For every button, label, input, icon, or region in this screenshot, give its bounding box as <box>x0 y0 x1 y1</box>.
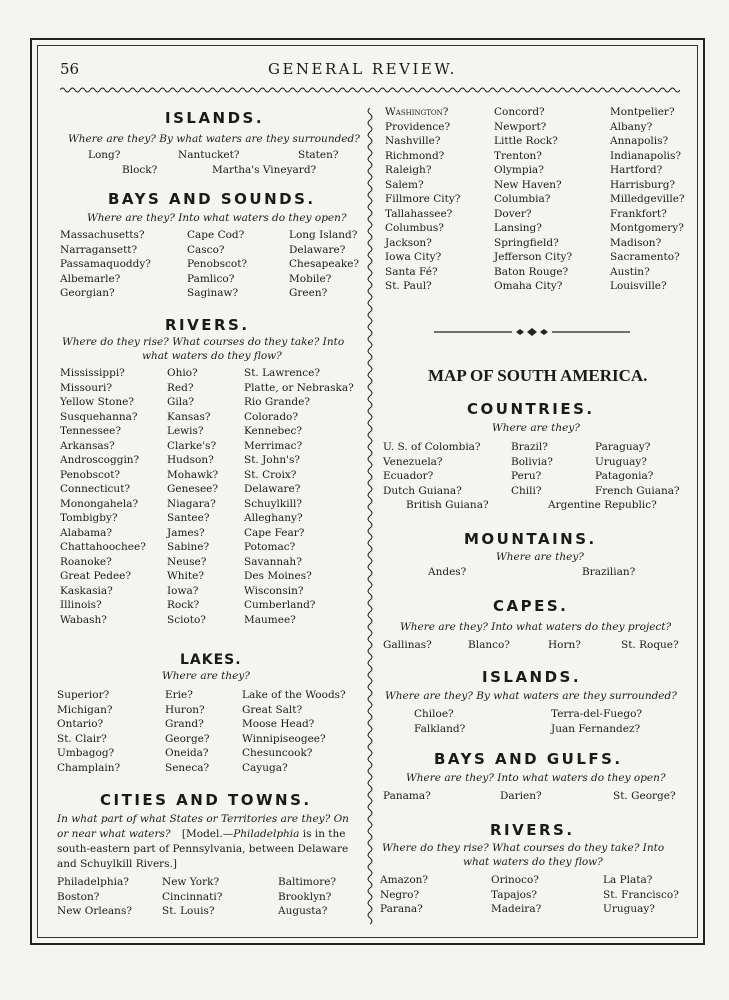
lakes-question: Where are they? <box>162 670 250 682</box>
list-item: Rio Grande? <box>244 396 310 408</box>
list-item: Neuse? <box>167 555 207 568</box>
list-item: Huron? <box>165 703 205 716</box>
list-item: Superior? <box>57 689 110 701</box>
list-item: Blanco? <box>468 639 510 651</box>
list-item: Alabama? <box>60 526 113 539</box>
list-item: Tennessee? <box>60 425 121 437</box>
list-item: Penobscot? <box>187 258 248 270</box>
list-item: Olympia? <box>494 164 544 176</box>
list-item: Juan Fernandez? <box>551 723 641 735</box>
list-item: Darien? <box>500 790 542 802</box>
list-item: Augusta? <box>278 905 328 917</box>
list-item: Oneida? <box>165 747 209 759</box>
list-item: Cape Cod? <box>187 229 245 241</box>
list-item: Fillmore City? <box>385 193 461 205</box>
list-item: Panama? <box>383 790 431 802</box>
list-item: New York? <box>162 876 220 888</box>
list-item: James? <box>167 526 205 539</box>
list-item: Ecuador? <box>383 470 434 482</box>
list-item: Merrimac? <box>244 439 303 452</box>
list-item: Albemarle? <box>60 272 121 285</box>
list-item: Louisville? <box>610 280 667 292</box>
list-item: Missouri? <box>60 381 112 394</box>
list-item: Cincinnati? <box>162 890 223 903</box>
list-item: Newport? <box>494 120 547 133</box>
list-item: Hudson? <box>167 454 214 466</box>
list-item: Montpelier? <box>610 106 675 118</box>
list-item: Chiloe? <box>414 708 454 720</box>
bays-sounds-question: Where are they? Into what waters do they open? <box>87 212 347 224</box>
cities-question-line3: south-eastern part of Pennsylvania, between Delaware <box>57 843 349 855</box>
cities-question-line2d: is in the <box>302 828 346 840</box>
list-item: Tombigby? <box>60 512 118 524</box>
list-item: Scioto? <box>167 613 206 626</box>
list-item: Georgian? <box>60 287 115 299</box>
list-item: St. Louis? <box>162 905 215 917</box>
list-item: St. John's? <box>244 454 301 466</box>
bays-sounds-heading: BAYS AND SOUNDS. <box>108 190 316 208</box>
list-item: Mohawk? <box>167 468 219 481</box>
list-item: Colorado? <box>244 410 298 423</box>
list-item: Massachusetts? <box>60 229 145 241</box>
list-item: British Guiana? <box>406 499 489 511</box>
list-item: Dover? <box>494 207 532 220</box>
list-item: Clarke's? <box>167 439 217 452</box>
list-item: Winnipiseogee? <box>242 732 326 745</box>
list-item: Uruguay? <box>595 455 647 468</box>
list-item: Amazon? <box>380 874 429 886</box>
list-item: Mississippi? <box>60 367 125 379</box>
list-item: Roanoke? <box>60 555 112 568</box>
mountains-heading: MOUNTAINS. <box>464 530 597 548</box>
list-item: Gallinas? <box>383 639 432 651</box>
list-item: Ohio? <box>167 367 198 379</box>
list-item: Casco? <box>187 243 225 256</box>
list-item: Brooklyn? <box>278 890 332 903</box>
list-item: Salem? <box>385 178 424 191</box>
map-title: MAP OF SOUTH AMERICA. <box>428 366 648 385</box>
list-item: Frankfort? <box>610 207 667 220</box>
list-item: Richmond? <box>385 149 445 162</box>
list-item: Falkland? <box>414 723 466 735</box>
column-wavy-rule <box>366 108 374 928</box>
list-item: Red? <box>167 381 194 394</box>
list-item: La Plata? <box>603 874 653 886</box>
list-item: Peru? <box>511 470 542 482</box>
list-item: Maumee? <box>244 613 296 626</box>
list-item: Passamaquoddy? <box>60 258 151 270</box>
list-item: Michigan? <box>57 703 113 716</box>
list-item: Madeira? <box>491 903 542 915</box>
list-item: Saginaw? <box>187 287 239 299</box>
list-item: St. Clair? <box>57 732 107 745</box>
list-item: Horn? <box>548 639 581 651</box>
mountains-question: Where are they? <box>496 551 584 563</box>
list-item: Pamlico? <box>187 272 235 285</box>
list-item: Columbia? <box>494 193 551 205</box>
list-item: Annapolis? <box>610 135 669 147</box>
list-item: Omaha City? <box>494 280 563 292</box>
list-item: St. Croix? <box>244 468 297 481</box>
list-item: Connecticut? <box>60 483 131 495</box>
list-item: Negro? <box>380 888 420 901</box>
list-item: Iowa City? <box>385 251 442 263</box>
list-item: Tapajos? <box>491 888 538 901</box>
list-item: Umbagog? <box>57 747 115 759</box>
list-item: Iowa? <box>167 584 199 597</box>
list-item: Illinois? <box>60 599 102 611</box>
cities-heading: CITIES AND TOWNS. <box>100 791 312 809</box>
list-item: Brazilian? <box>582 566 636 578</box>
list-item: Philadelphia? <box>57 876 129 888</box>
bays-gulfs-question: Where are they? Into what waters do they open? <box>406 772 666 784</box>
list-item: Columbus? <box>385 222 444 234</box>
list-item: Androscoggin? <box>60 454 140 466</box>
islands-heading: ISLANDS. <box>165 109 265 127</box>
list-item: Baton Rouge? <box>494 265 569 278</box>
list-item: Cayuga? <box>242 761 288 774</box>
list-item: White? <box>167 570 204 582</box>
list-item: St. Francisco? <box>603 888 679 901</box>
list-item: Montgomery? <box>610 222 684 234</box>
sa-rivers-question-line2: what waters do they flow? <box>463 856 603 868</box>
list-item: Providence? <box>385 120 451 133</box>
list-item: Dutch Guiana? <box>383 484 462 497</box>
list-item: Parana? <box>380 903 423 915</box>
cities-question-line4: and Schuylkill Rivers.] <box>57 858 177 870</box>
cities-question <box>57 812 362 872</box>
list-item: Delaware? <box>244 483 301 495</box>
list-item: Lake of the Woods? <box>242 689 346 701</box>
list-item: Jackson? <box>385 236 432 249</box>
list-item: Long? <box>88 149 121 161</box>
list-item: French Guiana? <box>595 484 680 497</box>
list-item: Chesapeake? <box>289 258 360 270</box>
list-item: Little Rock? <box>494 135 558 147</box>
list-item: St. Paul? <box>385 280 432 292</box>
list-item: Cape Fear? <box>244 526 305 539</box>
list-item: Santee? <box>167 512 210 524</box>
rivers-question-line1: Where do they rise? What courses do they take? Into <box>62 336 345 348</box>
list-item: Lansing? <box>494 222 542 234</box>
list-item: Boston? <box>57 890 100 903</box>
list-item: Sacramento? <box>610 251 680 263</box>
ornamental-rule <box>434 326 630 338</box>
list-item: Milledgeville? <box>610 193 685 205</box>
list-item: Platte, or Nebraska? <box>244 381 354 394</box>
list-item: Niagara? <box>167 497 216 510</box>
islands-question: Where are they? By what waters are they surrounded? <box>68 133 360 145</box>
list-item: Tallahassee? <box>385 207 453 220</box>
list-item: Jefferson City? <box>494 251 573 263</box>
list-item: Erie? <box>165 689 193 701</box>
list-item: Paraguay? <box>595 441 651 453</box>
list-item: Chili? <box>511 484 542 497</box>
list-item: Venezuela? <box>383 455 443 468</box>
list-item: Gila? <box>167 396 194 408</box>
list-item: Arkansas? <box>60 439 115 452</box>
list-item: Moose Head? <box>242 718 315 730</box>
list-item: Argentine Republic? <box>548 499 657 511</box>
sa-rivers-question-line1: Where do they rise? What courses do they take? Into <box>382 842 665 854</box>
list-item: Staten? <box>298 149 339 161</box>
list-item: Cumberland? <box>244 599 316 611</box>
model-city: Philadelphia <box>233 828 300 840</box>
countries-question: Where are they? <box>492 422 580 434</box>
list-item: Sabine? <box>167 541 210 553</box>
rivers-question-line2: what waters do they flow? <box>142 350 282 362</box>
list-item: Santa Fé? <box>385 265 438 278</box>
capes-heading: CAPES. <box>493 597 569 615</box>
rivers-heading: RIVERS. <box>165 316 250 334</box>
list-item: Uruguay? <box>603 903 655 915</box>
list-item: Potomac? <box>244 541 296 553</box>
list-item: Kansas? <box>167 410 211 423</box>
list-item: Andes? <box>428 566 467 578</box>
list-item: Austin? <box>610 265 650 278</box>
list-item: St. Lawrence? <box>244 367 321 379</box>
list-item: Martha's Vineyard? <box>212 164 317 176</box>
list-item: Des Moines? <box>244 570 312 582</box>
list-item: Lewis? <box>167 425 204 437</box>
list-item: Genesee? <box>167 483 219 495</box>
list-item: Schuylkill? <box>244 497 302 510</box>
list-item: Washington? <box>385 106 449 118</box>
sa-islands-question: Where are they? By what waters are they surrounded? <box>385 690 677 702</box>
list-item: Monongahela? <box>60 497 139 510</box>
list-item: New Haven? <box>494 178 562 191</box>
list-item: Chattahoochee? <box>60 541 146 553</box>
list-item: Nashville? <box>385 135 441 147</box>
list-item: Concord? <box>494 106 545 118</box>
list-item: Brazil? <box>511 441 548 453</box>
list-item: Harrisburg? <box>610 178 676 191</box>
list-item: Seneca? <box>165 761 210 774</box>
list-item: Wisconsin? <box>244 584 304 597</box>
list-item: Hartford? <box>610 164 663 176</box>
list-item: Patagonia? <box>595 470 654 482</box>
model-label: [Model.— <box>181 828 234 840</box>
list-item: Albany? <box>610 120 653 133</box>
list-item: Grand? <box>165 718 204 730</box>
list-item: Chesuncook? <box>242 747 313 759</box>
cities-question-line2a: or near what waters? <box>57 828 171 840</box>
bays-gulfs-heading: BAYS AND GULFS. <box>434 750 623 768</box>
list-item: Kennebec? <box>244 425 302 437</box>
list-item: Madison? <box>610 236 662 249</box>
list-item: U. S. of Colombia? <box>383 441 481 453</box>
list-item: Nantucket? <box>178 149 240 161</box>
running-head: GENERAL REVIEW. <box>268 60 457 78</box>
countries-heading: COUNTRIES. <box>467 400 595 418</box>
list-item: Mobile? <box>289 272 332 285</box>
list-item: New Orleans? <box>57 905 132 917</box>
list-item: George? <box>165 732 210 745</box>
list-item: Kaskasia? <box>60 584 113 597</box>
list-item: Ontario? <box>57 718 104 730</box>
capes-question: Where are they? Into what waters do they project? <box>400 621 672 633</box>
list-item: Champlain? <box>57 761 121 774</box>
list-item: Yellow Stone? <box>60 396 134 408</box>
list-item: Raleigh? <box>385 164 432 176</box>
list-item: Savannah? <box>244 555 302 568</box>
list-item: St. Roque? <box>621 639 679 651</box>
header-wavy-rule <box>60 86 680 94</box>
list-item: Green? <box>289 287 328 299</box>
list-item: Narragansett? <box>60 243 138 256</box>
sa-islands-heading: ISLANDS. <box>482 668 582 686</box>
list-item: Penobscot? <box>60 468 121 481</box>
cities-question-line1: In what part of what States or Territories are they? On <box>57 813 349 825</box>
list-item: Susquehanna? <box>60 410 138 423</box>
list-item: Delaware? <box>289 243 346 256</box>
list-item: Terra-del-Fuego? <box>551 708 643 720</box>
list-item: Long Island? <box>289 229 358 241</box>
list-item: Block? <box>122 164 158 176</box>
list-item: Wabash? <box>60 613 107 626</box>
list-item: Trenton? <box>494 149 542 162</box>
list-item: Great Pedee? <box>60 570 132 582</box>
list-item: St. George? <box>613 790 676 802</box>
list-item: Great Salt? <box>242 703 303 716</box>
list-item: Springfield? <box>494 236 559 249</box>
sa-rivers-heading: RIVERS. <box>490 821 575 839</box>
list-item: Baltimore? <box>278 876 337 888</box>
lakes-heading: LAKES. <box>180 652 242 668</box>
list-item: Bolivia? <box>511 455 553 468</box>
list-item: Indianapolis? <box>610 149 682 162</box>
page-number: 56 <box>60 60 80 78</box>
list-item: Rock? <box>167 599 200 611</box>
list-item: Orinoco? <box>491 874 539 886</box>
list-item: Alleghany? <box>244 512 303 524</box>
